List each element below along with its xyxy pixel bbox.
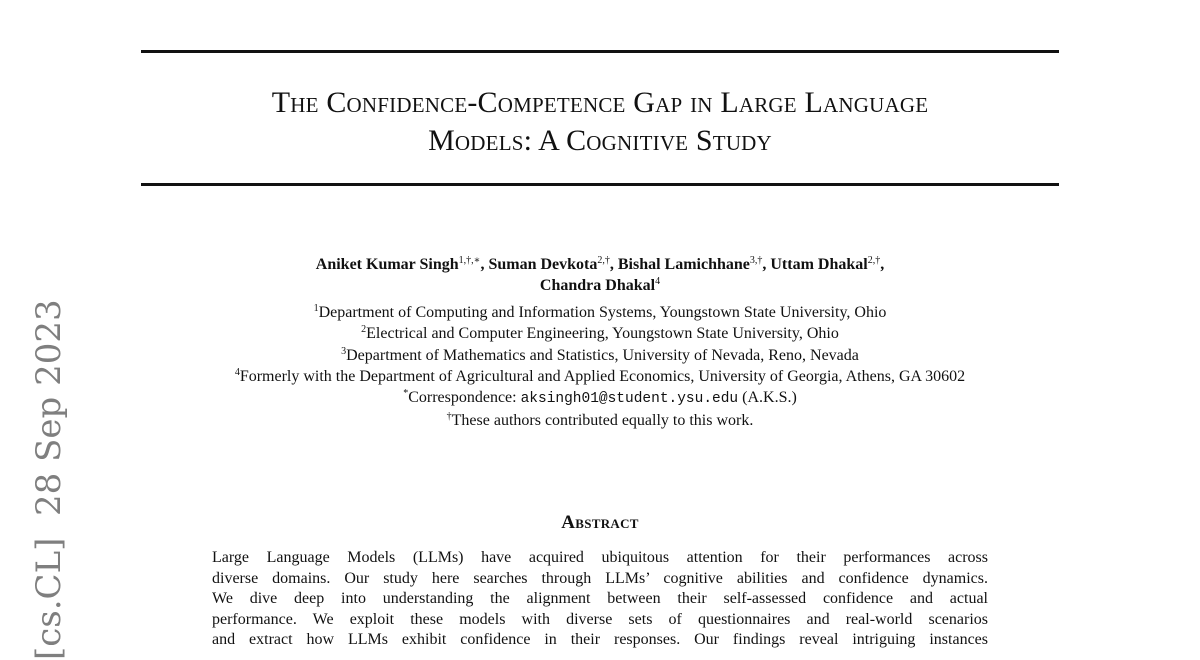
correspondence-line (120, 387, 1080, 410)
paper-title (141, 84, 1059, 160)
abstract-body (212, 548, 988, 651)
correspondence-email[interactable]: aksingh01@student.ysu.edu (520, 391, 739, 408)
correspondence-initials: (A.K.S.) (738, 389, 797, 407)
author-line-2 (141, 275, 1059, 296)
affiliation-text: Electrical and Computer Engineering, Youngstown State University, Ohio (366, 325, 839, 343)
title-line-2: Models: A Cognitive Study (428, 124, 772, 157)
affiliation-text: Formerly with the Department of Agricultural and Applied Economics, University of Georgia, Athens, GA 30602 (239, 367, 966, 385)
author-name: Aniket Kumar Singh (315, 256, 459, 273)
affiliation (120, 323, 1080, 344)
affiliation-mark: 1 (313, 303, 319, 314)
affiliation-mark: 4 (234, 366, 240, 378)
author-name: Uttam Dhakal (770, 256, 868, 273)
correspondence-label: Correspondence: (408, 389, 521, 407)
title-line-1: The Confidence-Competence Gap in Large Language (271, 86, 929, 119)
abstract-line: performance. We exploit these models with diverse sets of questionnaires and real-world scenarios (212, 610, 988, 628)
abstract-line: Large Language Models (LLMs) have acquired ubiquitous attention for their performances across (212, 549, 988, 566)
equal-contribution-text: These authors contributed equally to this work. (451, 412, 754, 430)
abstract-line: and extract how LLMs exhibit confidence in their responses. Our findings reveal intriguing instances (212, 631, 988, 649)
author-marks: 4 (655, 276, 661, 287)
author-name: Bishal Lamichhane (617, 256, 750, 273)
author-marks: 2,† (597, 255, 610, 266)
author-separator: , (880, 256, 885, 273)
equal-contribution-mark: † (446, 411, 452, 423)
author-line-1 (141, 254, 1059, 275)
author-marks: 3,† (749, 255, 763, 266)
affiliation (120, 302, 1080, 323)
author-separator: , (609, 256, 618, 273)
arxiv-date: 28 Sep 2023 (29, 299, 69, 516)
title-bottom-rule (141, 183, 1059, 186)
affiliation-text: Department of Mathematics and Statistics, University of Nevada, Reno, Nevada (346, 346, 859, 364)
arxiv-side-stamp (29, 299, 69, 660)
affiliation-text: Department of Computing and Information Systems, Youngstown State University, Ohio (318, 304, 887, 321)
affiliation-mark: 2 (361, 324, 367, 336)
title-top-rule (141, 50, 1059, 53)
arxiv-category[interactable]: [cs.CL] (29, 537, 69, 660)
author-marks: 2,† (867, 255, 881, 266)
abstract-heading: Abstract (561, 512, 639, 533)
affiliation (120, 366, 1080, 387)
author-name: Chandra Dhakal (539, 277, 656, 294)
author-list (141, 254, 1059, 296)
affiliation (120, 345, 1080, 366)
correspondence-mark: * (403, 388, 409, 400)
author-separator: , (480, 256, 489, 273)
abstract-line: We dive deep into understanding the alignment between their self-assessed confidence and actual (212, 590, 988, 608)
affiliation-mark: 3 (341, 345, 347, 357)
author-separator: , (762, 256, 771, 273)
equal-contribution-note (120, 410, 1080, 431)
abstract-line: diverse domains. Our study here searches through LLMs’ cognitive abilities and confidence dynamics. (212, 569, 988, 587)
affiliations (120, 302, 1080, 432)
author-name: Suman Devkota (488, 256, 598, 273)
author-marks: 1,†,∗ (458, 255, 481, 266)
